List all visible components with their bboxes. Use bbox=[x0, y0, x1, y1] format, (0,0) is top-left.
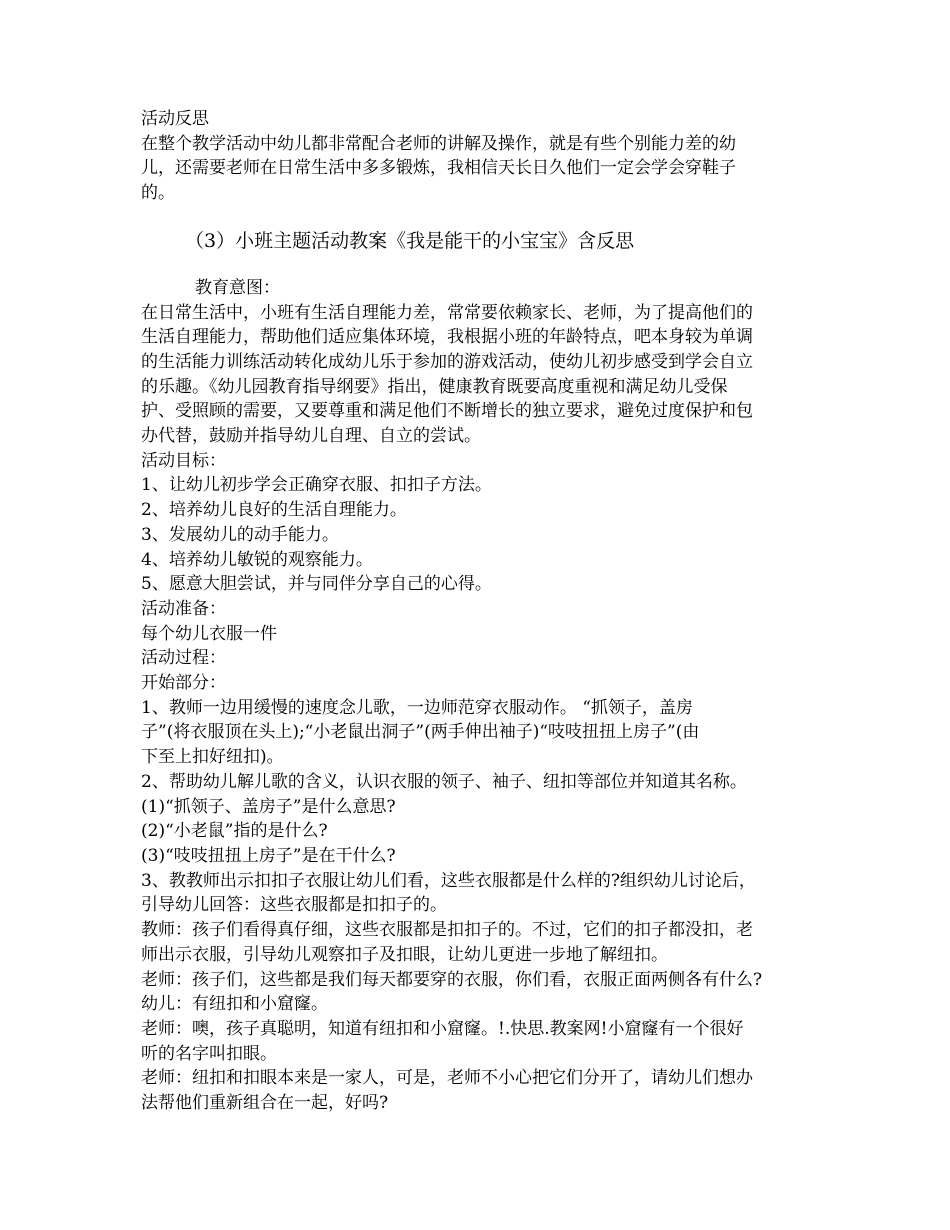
lesson-body bbox=[141, 276, 813, 1116]
dialogue-line: 老师：纽扣和扣眼本来是一家人，可是，老师不小心把它们分开了，请幼儿们想办 bbox=[141, 1068, 753, 1089]
goal-item: 2、培养幼儿良好的生活自理能力。 bbox=[141, 500, 407, 521]
body-line: 的生活能力训练活动转化成幼儿乐于参加的游戏活动，使幼儿初步感受到学会自立 bbox=[141, 351, 753, 372]
body-line: 办代替，鼓励并指导幼儿自理、自立的尝试。 bbox=[141, 426, 481, 447]
preparation-heading: 活动准备： bbox=[141, 598, 226, 619]
body-line: 的乐趣。《幼儿园教育指导纲要》指出，健康教育既要高度重视和满足幼儿受保 bbox=[141, 376, 728, 397]
opening-heading: 开始部分： bbox=[141, 673, 226, 694]
goal-item: 4、培养幼儿敏锐的观察能力。 bbox=[141, 549, 373, 570]
goal-item: 1、让幼儿初步学会正确穿衣服、扣扣子方法。 bbox=[141, 475, 492, 496]
body-line: 子”(将衣服顶在头上);“小老鼠出洞子”(两手伸出袖子)“吱吱扭扭上房子”(由 bbox=[141, 722, 700, 743]
body-line: 下至上扣好纽扣)。 bbox=[141, 747, 284, 768]
body-line: 3、教教师出示扣扣子衣服让幼儿们看，这些衣服都是什么样的?组织幼儿讨论后， bbox=[141, 870, 756, 891]
question-item: (3)“吱吱扭扭上房子”是在干什么? bbox=[141, 845, 396, 866]
goals-heading: 活动目标： bbox=[141, 450, 226, 471]
dialogue-line: 幼儿：有纽扣和小窟窿。 bbox=[141, 994, 328, 1015]
section-title: （3）小班主题活动教案《我是能干的小宝宝》含反思 bbox=[185, 229, 635, 252]
intro-heading: 教育意图： bbox=[195, 277, 280, 298]
dialogue-line: 教师：孩子们看得真仔细，这些衣服都是扣扣子的。不过，它们的扣子都没扣，老 bbox=[141, 920, 753, 941]
reflection-heading: 活动反思 bbox=[141, 109, 209, 129]
reflection-line: 的。 bbox=[141, 183, 175, 204]
dialogue-line: 听的名字叫扣眼。 bbox=[141, 1043, 277, 1064]
reflection-line: 儿，还需要老师在日常生活中多多锻炼，我相信天长日久他们一定会学会穿鞋子 bbox=[141, 158, 736, 179]
dialogue-line: 老师：孩子们，这些都是我们每天都要穿的衣服，你们看，衣服正面两侧各有什么? bbox=[141, 969, 763, 990]
question-item: (2)“小老鼠”指的是什么? bbox=[141, 821, 328, 842]
dialogue-line: 法帮他们重新组合在一起，好吗? bbox=[141, 1093, 389, 1114]
dialogue-line: 老师：噢，孩子真聪明，知道有纽扣和小窟窿。!.快思.教案网!小窟窿有一个很好 bbox=[141, 1018, 744, 1039]
body-line: 护、受照顾的需要，又要尊重和满足他们不断增长的独立要求，避免过度保护和包 bbox=[141, 401, 753, 422]
goal-item: 3、发展幼儿的动手能力。 bbox=[141, 524, 339, 545]
preparation-item: 每个幼儿衣服一件 bbox=[141, 623, 277, 644]
body-line: 引导幼儿回答：这些衣服都是扣扣子的。 bbox=[141, 895, 447, 916]
body-line: 2、帮助幼儿解儿歌的含义，认识衣服的领子、袖子、纽扣等部位并知道其名称。 bbox=[141, 771, 747, 792]
dialogue-line: 师出示衣服，引导幼儿观察扣子及扣眼，让幼儿更进一步地了解纽扣。 bbox=[141, 944, 668, 965]
document-content bbox=[141, 107, 813, 1116]
goal-item: 5、愿意大胆尝试，并与同伴分享自己的心得。 bbox=[141, 574, 492, 595]
body-line: 1、教师一边用缓慢的速度念儿歌，一边师范穿衣服动作。 “抓领子，盖房 bbox=[141, 697, 693, 718]
body-line: 生活自理能力，帮助他们适应集体环境，我根据小班的年龄特点，吧本身较为单调 bbox=[141, 327, 753, 348]
reflection-line: 在整个教学活动中幼儿都非常配合老师的讲解及操作，就是有些个别能力差的幼 bbox=[141, 133, 736, 154]
process-heading: 活动过程： bbox=[141, 648, 226, 669]
body-line: 在日常生活中，小班有生活自理能力差，常常要依赖家长、老师，为了提高他们的 bbox=[141, 302, 753, 323]
question-item: (1)“抓领子、盖房子”是什么意思? bbox=[141, 796, 396, 817]
reflection-block bbox=[141, 107, 813, 206]
